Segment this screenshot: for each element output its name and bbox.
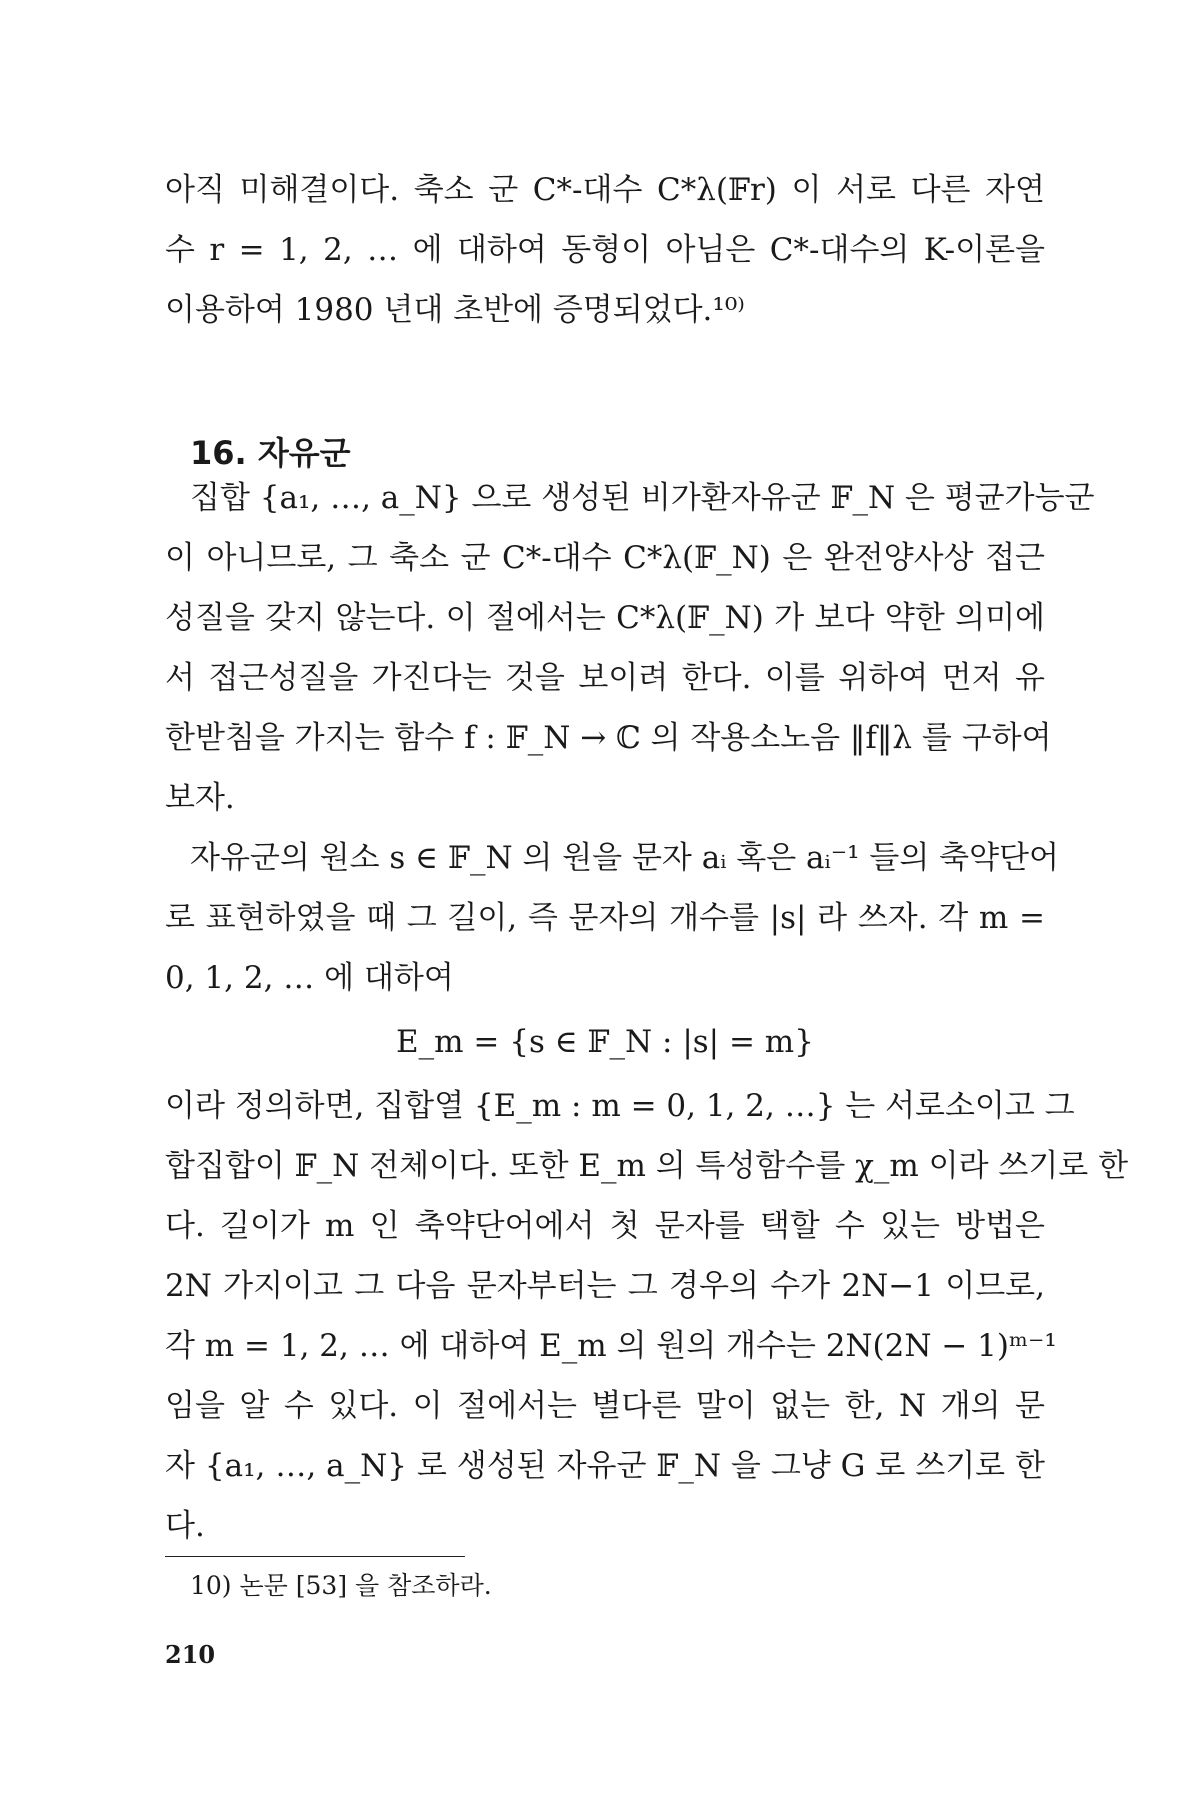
paragraph-2-line-2: 이 아니므로, 그 축소 군 C*-대수 C*λ(𝔽_N) 은 완전양사상 접근 [165,540,1045,576]
paragraph-2-line-5: 한받침을 가지는 함수 f : 𝔽_N → ℂ 의 작용소노음 ‖f‖λ 를 구하여 [165,720,1052,756]
paragraph-3-line-2: 로 표현하였을 때 그 길이, 즉 문자의 개수를 |s| 라 쓰자. 각 m = [165,900,1045,936]
paragraph-4-line-6: 임을 알 수 있다. 이 절에서는 별다른 말이 없는 한, N 개의 문 [165,1388,1045,1424]
paragraph-2-line-3: 성질을 갖지 않는다. 이 절에서는 C*λ(𝔽_N) 가 보다 약한 의미에 [165,600,1045,636]
paragraph-4-line-2: 합집합이 𝔽_N 전체이다. 또한 E_m 의 특성함수를 χ_m 이라 쓰기로 한 [165,1148,1129,1184]
footnote: 10) 논문 [53] 을 참조하라. [190,1571,492,1600]
paragraph-4-line-3: 다. 길이가 m 인 축약단어에서 첫 문자를 택할 수 있는 방법은 [165,1208,1045,1244]
paragraph-1-line-1: 아직 미해결이다. 축소 군 C*-대수 C*λ(𝔽r) 이 서로 다른 자연 [165,172,1045,208]
paragraph-1-line-3: 이용하여 1980 년대 초반에 증명되었다.¹⁰⁾ [165,292,745,328]
page-number: 210 [165,1640,216,1669]
paragraph-2-line-6: 보자. [165,780,235,816]
paragraph-3-line-1: 자유군의 원소 s ∈ 𝔽_N 의 원을 문자 aᵢ 혹은 aᵢ⁻¹ 들의 축약단어 [190,840,1059,876]
paragraph-4-line-7: 자 {a₁, …, a_N} 로 생성된 자유군 𝔽_N 을 그냥 G 로 쓰기로 한 [165,1448,1045,1484]
footnote-divider [165,1556,465,1557]
paragraph-3-line-3: 0, 1, 2, … 에 대하여 [165,960,454,996]
paragraph-4-line-5: 각 m = 1, 2, … 에 대하여 E_m 의 원의 개수는 2N(2N − 1)ᵐ⁻¹ [165,1328,1057,1364]
display-equation: E_m = {s ∈ 𝔽_N : |s| = m} [396,1024,814,1060]
paragraph-4-line-8: 다. [165,1508,205,1544]
paragraph-1-line-2: 수 r = 1, 2, … 에 대하여 동형이 아님은 C*-대수의 K-이론을 [165,232,1045,268]
section-heading: 16. 자유군 [190,434,351,472]
paragraph-4-line-1: 이라 정의하면, 집합열 {E_m : m = 0, 1, 2, …} 는 서로소이고 그 [165,1088,1075,1124]
paragraph-4-line-4: 2N 가지이고 그 다음 문자부터는 그 경우의 수가 2N−1 이므로, [165,1268,1045,1304]
paragraph-2-line-1: 집합 {a₁, …, a_N} 으로 생성된 비가환자유군 𝔽_N 은 평균가능군 [190,480,1095,516]
paragraph-2-line-4: 서 접근성질을 가진다는 것을 보이려 한다. 이를 위하여 먼저 유 [165,660,1045,696]
